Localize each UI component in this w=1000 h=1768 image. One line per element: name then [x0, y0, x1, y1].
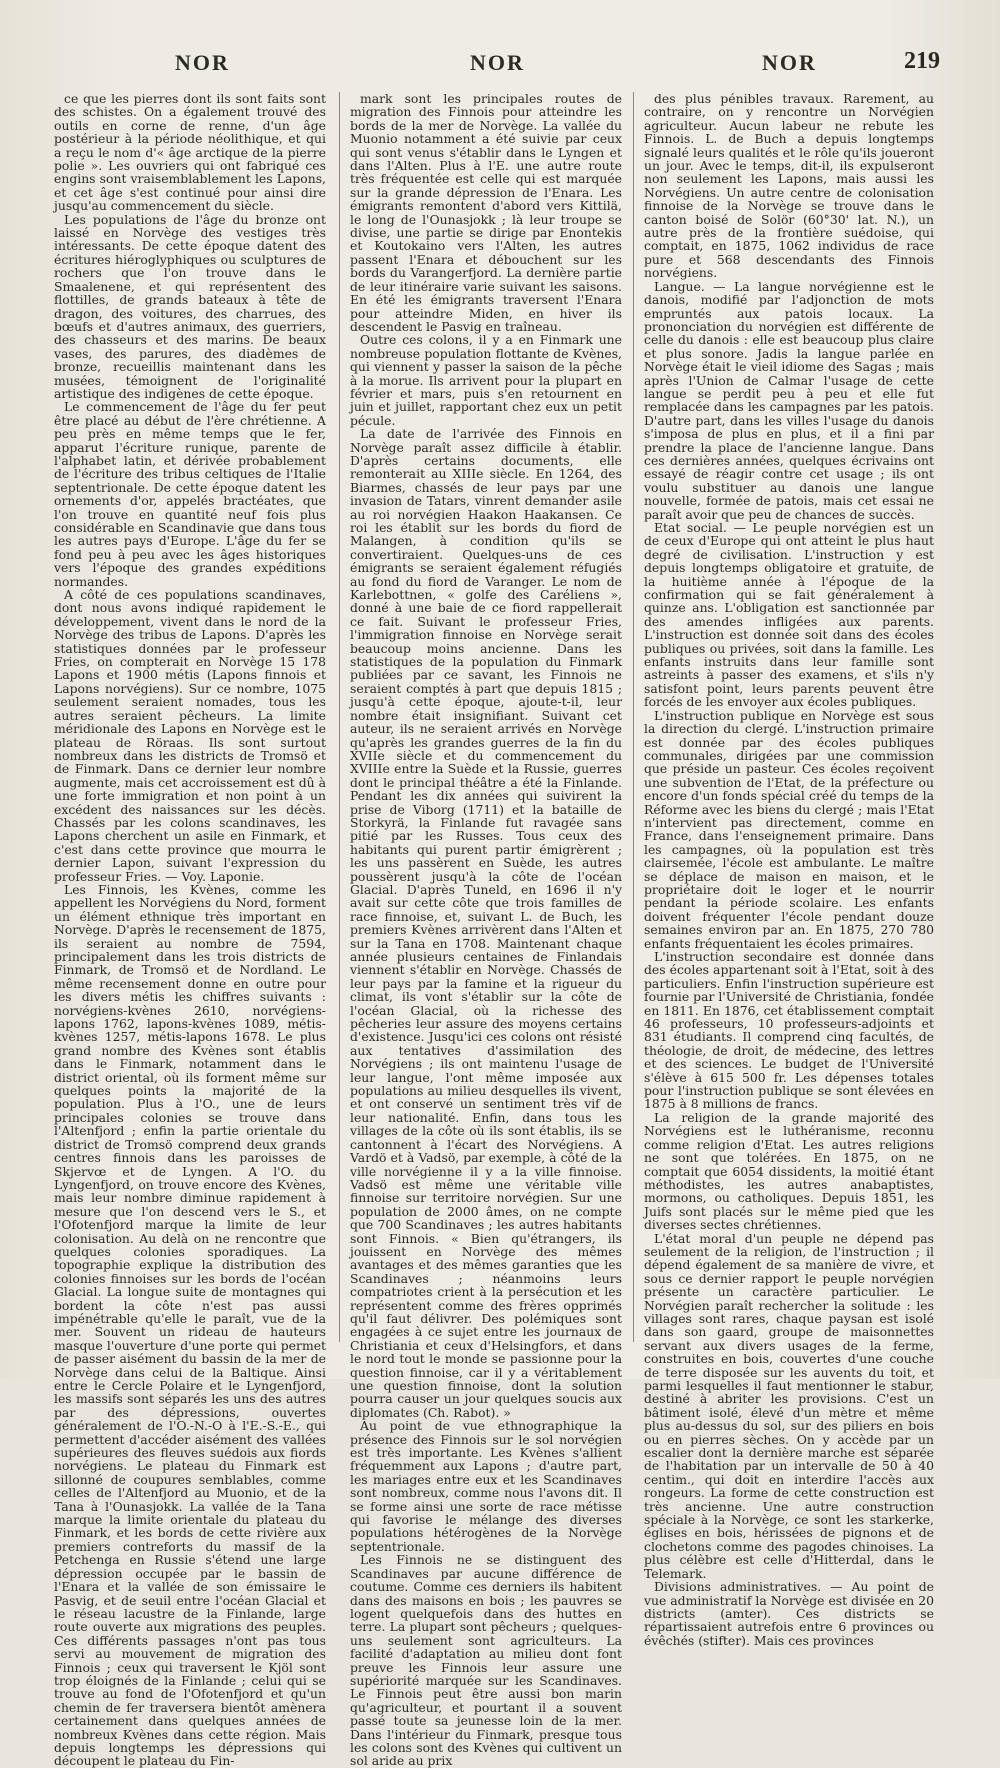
paragraph: L'instruction secondaire est donnée dans des écoles appartenant soit à l'Etat, soit à des particuliers. Enfin l'instruction supérieure est fournie par l'Université de Christiania, fondée en 1811. En 1876, cet établissement comptait 46 professeurs, 10 professeurs-adjoints et 831 étudiants. Il comprend cinq facultés, de théologie, de droit, de médecine, des lettres et des sciences. Le budget de l'Université s'élève à 615 500 fr. Les dépenses totales pour l'instruction publique se sont élevées en 1875 à 8 millions de francs.	[644, 949, 934, 1112]
paragraph: L'état moral d'un peuple ne dépend pas seulement de la religion, de l'instruction ; il dépend également de sa manière de vivre, et sous ce dernier rapport le peuple norvégien présente un caractère particulier. Le Norvégien paraît rechercher la solitude : les villages sont rares, chaque paysan est isolé dans son gaard, groupe de maisonnettes servant aux divers usages de la ferme, construites en bois, couvertes d'une couche de terre disposée sur les auvents du toit, et parmi lesquelles il faut mentionner le stabur, destiné à abriter les provisions. C'est un bâtiment isolé, élevé d'un mètre et même plus au-dessus du sol, sur des piliers en bois ou en pierres sèches. On y accède par un escalier dont la dernière marche est séparée de l'habitation par un intervalle de 50 à 40 centim., qui doit en interdire l'accès aux rongeurs. La forme de cette construction est très ancienne. Une autre construction spéciale à la Norvège, ce sont les starkerke, églises en bois, hérissées de pignons et de clochetons comme des pagodes chinoises. La plus célèbre est celle d'Hitterdal, dans le Telemark.	[644, 1230, 934, 1581]
paragraph: mark sont les principales routes de migration des Finnois pour atteindre les bords de la mer de Norvège. La vallée du Muonio notamment a été suivie par ceux qui sont venus s'établir dans le Lyngen et dans l'Alten. Plus à l'E. une autre route très fréquentée est celle qui est marquée sur la grande dépression de l'Enara. Les émigrants remontent d'abord vers Kittilä, le long de l'Ounasjokk ; là leur troupe se divise, une partie se dirige par Enontekis et Koutokaino vers l'Alten, les autres passent l'Enara et débouchent sur les bords du Varangerfjord. La dernière partie de leur itinéraire varie suivant les saisons. En été les émigrants traversent l'Enara pour atteindre Miden, en hiver ils descendent le Pasvig en traîneau.	[350, 91, 622, 334]
headword-right: NOR	[762, 50, 817, 75]
column-1	[54, 91, 326, 1768]
paragraph: A côté de ces populations scandinaves, dont nous avons indiqué rapidement le développement, vivent dans le nord de la Norvège des tribus de Lapons. D'après les statistiques données par le professeur Fries, on compterait en Norvège 15 178 Lapons et 1900 métis (Lapons finnois et Lapons norvégiens). Sur ce nombre, 1075 seulement seraient nomades, tous les autres seraient pêcheurs. La limite méridionale des Lapons en Norvège est le plateau de Röraas. Ils sont surtout nombreux dans les districts de Tromsö et de Finmark. Dans ce dernier leur nombre augmente, mais cet accroissement est dû à une forte immigration et non point à un excédent des naissances sur les décès. Chassés par les colons scandinaves, les Lapons cherchent un asile en Finmark, et c'est dans cette province que mourra le dernier Lapon, suivant l'expression du professeur Fries. — Voy. Laponie.	[54, 587, 326, 884]
paragraph: Divisions administratives. — Au point de vue administratif la Norvège est divisée en 20 districts (amter). Ces districts se répartissaient autrefois entre 6 provinces ou évêchés (stifter). Mais ces provinces	[644, 1579, 934, 1648]
paragraph: ce que les pierres dont ils sont faits sont des schistes. On a également trouvé des outils en corne de renne, d'un âge postérieur à la période néolithique, et qui a reçu le nom d'« âge arctique de la pierre polie ». Les ouvriers qui ont fabriqué ces engins sont vraisemblablement les Lapons, et cet âge s'est continué pour ainsi dire jusqu'au commencement du siècle.	[54, 91, 326, 214]
paragraph: Outre ces colons, il y a en Finmark une nombreuse population flottante de Kvènes, qui viennent y passer la saison de la pêche à la morue. Ils arrivent pour la plupart en février et mars, puis s'en retournent en juin et juillet, rapportant chez eux un petit pécule.	[350, 332, 622, 428]
headword-left: NOR	[175, 50, 230, 75]
paragraph: Etat social. — Le peuple norvégien est un de ceux d'Europe qui ont atteint le plus haut degré de civilisation. L'instruction y est depuis longtemps obligatoire et gratuite, de la huitième année à l'époque de la confirmation qui se fait généralement à quinze ans. L'obligation est sanctionnée par des amendes infligées aux parents. L'instruction est donnée soit dans des écoles publiques ou privées, soit dans la famille. Les enfants instruits dans leur famille sont astreints à passer des examens, et s'ils n'y satisfont point, leurs parents peuvent être forcés de les envoyer aux écoles publiques.	[644, 520, 934, 710]
paragraph: La religion de la grande majorité des Norvégiens est le luthéranisme, reconnu comme religion d'Etat. Les autres religions ne sont que tolérées. En 1875, on ne comptait que 6054 dissidents, la moitié étant méthodistes, les autres anabaptistes, mormons, ou catholiques. Depuis 1851, les Juifs sont placés sur le même pied que les diverses sectes chrétiennes.	[644, 1109, 934, 1233]
paragraph: Au point de vue ethnographique la présence des Finnois sur le sol norvégien est très importante. Les Kvènes s'allient fréquemment aux Lapons ; d'autre part, les mariages entre eux et les Scandinaves sont nombreux, comme nous l'avons dit. Il se forme ainsi une sorte de race métisse qui favorise le mélange des diverses populations hétérogènes de la Norvège septentrionale.	[350, 1418, 622, 1554]
paragraph: La date de l'arrivée des Finnois en Norvège paraît assez difficile à établir. D'après certains documents, elle remonterait au XIIIe siècle. En 1264, des Biarmes, chassés de leur pays par une invasion de Tatars, vinrent demander asile au roi norvégien Haakon Haakansen. Ce roi les établit sur les bords du fiord de Malangen, à condition qu'ils se convertiraient. Quelques-uns de ces émigrants se seraient également réfugiés au fond du fiord de Varanger. Le nom de Karlebottnen, « golfe des Caréliens », donné à une baie de ce fiord rappellerait ce fait. Suivant le professeur Fries, l'immigration finnoise en Norvège serait beaucoup moins ancienne. Dans les statistiques de la population du Finmark publiées par ce savant, les Finnois ne seraient comptés à part que depuis 1815 ; jusqu'à cette époque, ajoute-t-il, leur nombre était insignifiant. Suivant cet auteur, ils ne seraient arrivés en Norvège qu'après les grandes guerres de la fin du XVIIe siècle et du commencement du XVIIIe entre la Suède et la Russie, guerres dont le principal théâtre a été la Finlande. Pendant les dix années qui suivirent la prise de Viborg (1711) et la bataille de Storkyrä, la Finlande fut ravagée sans pitié par les Russes. Tous ceux des habitants qui purent partir émigrèrent ; les uns passèrent en Suède, les autres poussèrent jusqu'à la côte de l'océan Glacial. D'après Tuneld, en 1696 il n'y avait sur cette côte que trois familles de race finnoise, et, suivant L. de Buch, les premiers Kvènes arrivèrent dans l'Alten et sur la Tana en 1708. Maintenant chaque année plusieurs centaines de Finlandais viennent s'établir en Norvège. Chassés de leur pays par la famine et la rigueur du climat, ils vont s'établir sur la côte de l'océan Glacial, où la richesse des pêcheries leur assure des moyens certains d'existence. Jusqu'ici ces colons ont résisté aux tentatives d'assimilation des Norvégiens ; ils ont maintenu l'usage de leur langue, l'ont même imposée aux populations au milieu desquelles ils vivent, et ont conservé un sentiment très vif de leur nationalité. Enfin, dans tous les villages de la côte où ils sont établis, ils se cantonnent à l'écart des Norvégiens. A Vardö et à Vadsö, par exemple, à côté de la ville norvégienne il y a la ville finnoise. Vadsö est même une véritable ville finnoise sur territoire norvégien. Sur une population de 2000 âmes, on ne compte que 700 Scandinaves ; les autres habitants sont Finnois. « Bien qu'étrangers, ils jouissent en Norvège des mêmes avantages et des mêmes garanties que les Scandinaves ; néanmoins leurs compatriotes crient à la persécution et les représentent comme des frères opprimés qu'il faut délivrer. Des polémiques sont engagées à ce sujet entre les journaux de Christiania et ceux d'Helsingfors, et dans le nord tout le monde se passionne pour la question finnoise, car il y a véritablement une question finnoise, dont la solution pourra causer un jour quelques soucis aux diplomates (Ch. Rabot). »	[350, 426, 622, 1420]
paragraph: Les populations de l'âge du bronze ont laissé en Norvège des vestiges très intéressants. De cette époque datent des écritures hiéroglyphiques ou sculptures de rochers que l'on trouve dans le Smaalenene, et qui représentent des flottilles, de grands bateaux à tête de dragon, des voitures, des charrues, des bœufs et d'autres animaux, des guerriers, des chasseurs et des marins. De beaux vases, des parures, des diadèmes de bronze, recueillis maintenant dans les musées, témoignent de l'originalité artistique des indigènes de cette époque.	[54, 211, 326, 401]
paragraph: L'instruction publique en Norvège est sous la direction du clergé. L'instruction primaire est donnée par des écoles publiques communales, dirigées par une commission que préside un pasteur. Ces écoles reçoivent une subvention de l'Etat, de la préfecture ou encore d'un fonds spécial créé du temps de la Réforme avec les biens du clergé ; mais l'Etat n'intervient pas directement, comme en France, dans l'enseignement primaire. Dans les campagnes, où la population est très clairsemée, l'école est ambulante. Le maître se déplace de maison en maison, et le propriétaire doit le loger et le nourrir pendant la période scolaire. Les enfants doivent fréquenter l'école pendant douze semaines environ par an. En 1875, 270 780 enfants fréquentaient les écoles primaires.	[644, 707, 934, 951]
text-columns	[54, 91, 934, 1768]
paragraph: Langue. — La langue norvégienne est le danois, modifié par l'adjonction de mots empruntés aux patois locaux. La prononciation du norvégien est différente de celle du danois : elle est beaucoup plus claire et plus sonore. Jadis la langue parlée en Norvège était le vieil idiome des Sagas ; mais après l'Union de Calmar l'usage de cette langue se perdit peu à peu et elle fut remplacée dans les campagnes par les patois. D'autre part, dans les villes l'usage du danois s'imposa de plus en plus, et il a fini par prendre la place de l'ancienne langue. Dans ces dernières années, quelques écrivains ont essayé de réagir contre cet usage ; ils ont voulu substituer au danois une langue nouvelle, formée de patois, mais cet essai ne paraît avoir que peu de chances de succès.	[644, 278, 934, 522]
column-3	[644, 91, 934, 1648]
column-2	[350, 91, 622, 1768]
page-number: 219	[904, 48, 940, 74]
paragraph: Le commencement de l'âge du fer peut être placé au début de l'ère chrétienne. A peu près en même temps que le fer, apparut l'écriture runique, parente de l'alphabet latin, et dérivée probablement de l'écriture des tribus celtiques de l'Italie septentrionale. De cette époque datent les ornements d'or, appelés bractéates, que l'on trouve en quantité neuf fois plus considérable en Scandinavie que dans tous les autres pays d'Europe. L'âge du fer se fond peu à peu avec les âges historiques vers l'époque des grandes expéditions normandes.	[54, 399, 326, 589]
paragraph: Les Finnois ne se distinguent des Scandinaves par aucune différence de coutume. Comme ces derniers ils habitent dans des maisons en bois ; les pauvres se logent quelquefois dans des huttes en terre. La plupart sont pêcheurs ; quelques-uns seulement sont agriculteurs. La facilité d'adaptation au milieu dont font preuve les Finnois leur assure une supériorité marquée sur les Scandinaves. Le Finnois peut être aussi bon marin qu'agriculteur, et pourtant il a souvent passé toute sa jeunesse loin de la mer. Dans l'intérieur du Finmark, presque tous les colons sont des Kvènes qui cultivent un sol aride au prix	[350, 1552, 622, 1768]
headword-middle: NOR	[470, 50, 525, 75]
paragraph: Les Finnois, les Kvènes, comme les appellent les Norvégiens du Nord, forment un élément ethnique très important en Norvège. D'après le recensement de 1875, ils seraient au nombre de 7594, principalement dans les trois districts de Finmark, de Tromsö et de Nordland. Le même recensement donne en outre pour les divers métis les chiffres suivants : norvégiens-kvènes 2610, norvégiens-lapons 1762, lapons-kvènes 1089, métis-kvènes 1257, métis-lapons 1678. Le plus grand nombre des Kvènes sont établis dans le Finmark, notamment dans le district oriental, où ils forment même sur quelques points la majorité de la population. Plus à l'O., une de leurs principales colonies se trouve dans l'Altenfjord ; enfin la partie orientale du district de Tromsö comprend deux grands centres finnois dans les paroisses de Skjervœ et de Lyngen. A l'O. du Lyngenfjord, on trouve encore des Kvènes, mais leur nombre diminue rapidement à mesure que l'on descend vers le S., et l'Ofotenfjord marque la limite de leur colonisation. Au delà on ne rencontre que quelques colonies sporadiques. La topographie explique la distribution des colonies finnoises sur les bords de l'océan Glacial. La longue suite de montagnes qui bordent la côte n'est pas aussi impénétrable qu'elle le paraît, vue de la mer. Souvent un rideau de hauteurs masque l'ouverture d'une porte qui permet de passer aisément du bassin de la mer de Norvège dans celui de la Baltique. Ainsi entre le Cercle Polaire et le Lyngenfjord, les massifs sont séparés les uns des autres par des dépressions, ouvertes généralement de l'O.-N.-O à l'E.-S.-E., qui permettent d'accéder aisément des vallées supérieures des fleuves suédois aux fiords norvégiens. Le plateau du Finmark est sillonné de coupures semblables, comme celles de l'Altenfjord au Muonio, et de la Tana à l'Ounasjokk. La vallée de la Tana marque la limite orientale du plateau du Finmark, et les bords de cette rivière aux premiers contreforts du massif de la Petchenga en Russie s'étend une large dépression occupée par le bassin de l'Enara et la vallée de son émissaire le Pasvig, et de seuil entre l'océan Glacial et le réseau lacustre de la Finlande, large route ouverte aux migrations des peuples. Ces différents passages n'ont pas tous servi au mouvement de migration des Finnois ; ceux qui traversent le Kjöl sont trop éloignés de la Finlande ; celui qui se trouve au fond de l'Ofotenfjord et qu'un chemin de fer traversera bientôt amènera certainement dans quelques années de nombreux Kvènes dans cette région. Mais depuis longtemps les dépressions qui découpent le plateau du Fin-	[54, 881, 326, 1768]
running-header	[40, 50, 940, 86]
paragraph: des plus pénibles travaux. Rarement, au contraire, on y rencontre un Norvégien agriculteur. Aucun labeur ne rebute les Finnois. L. de Buch a depuis longtemps signalé leurs qualités et le rôle qu'ils joueront un jour. Avec le temps, dit-il, ils expulseront non seulement les Lapons, mais aussi les Norvégiens. Un autre centre de colonisation finnoise de la Norvège se trouve dans le canton boisé de Solör (60°30' lat. N.), un autre près de la frontière suédoise, qui comptait, en 1875, 1062 individus de race pure et 568 descendants des Finnois norvégiens.	[644, 91, 934, 281]
